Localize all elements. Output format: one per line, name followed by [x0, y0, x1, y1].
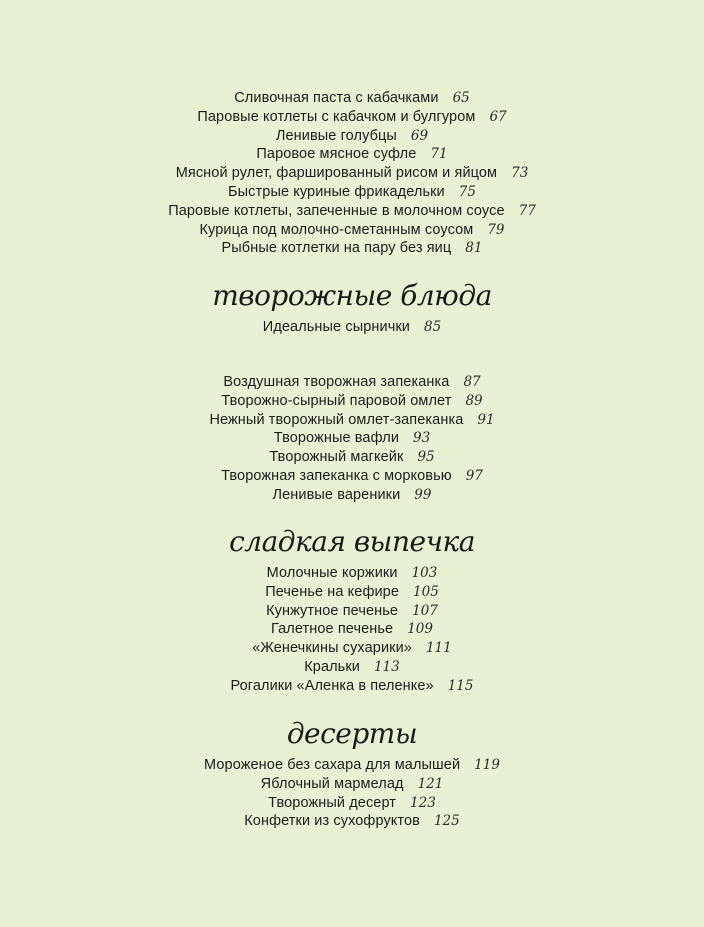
- toc-entry-page: 95: [417, 449, 435, 466]
- toc-entry: [0, 239, 704, 258]
- toc-entry: [0, 583, 704, 602]
- toc-entry-page: 119: [474, 757, 500, 773]
- section-heading-desserts: десерты: [286, 717, 418, 750]
- toc-entry: [0, 658, 704, 677]
- toc-group-sweet-pastries: [0, 564, 704, 696]
- toc-entry-title: Творожный магкейк: [269, 449, 404, 466]
- toc-entry: [0, 677, 704, 696]
- toc-entry: [0, 639, 704, 658]
- toc-entry: [0, 620, 704, 639]
- toc-entry-title: Мясной рулет, фаршированный рисом и яйцом: [175, 165, 498, 182]
- toc-group-curd-dishes: [0, 318, 704, 337]
- toc-entry-title: Творожно-сырный паровой омлет: [221, 392, 452, 409]
- toc-entry-title: Быстрые куриные фрикадельки: [228, 183, 445, 200]
- toc-entry-title: Паровое мясное суфле: [256, 146, 417, 163]
- toc-entry-page: 71: [430, 146, 448, 163]
- toc-entry-page: 67: [489, 108, 507, 125]
- toc-entry-page: 107: [412, 602, 438, 619]
- section-heading-curd-dishes: творожные блюда: [212, 279, 492, 312]
- toc-entry-page: 85: [424, 319, 442, 335]
- toc-entry: [0, 486, 704, 505]
- toc-entry-page: 73: [511, 165, 529, 182]
- toc-entry: [0, 164, 704, 183]
- toc-entry: [0, 775, 704, 794]
- toc-entry: [0, 127, 704, 146]
- toc-entry-page: 75: [458, 183, 476, 200]
- toc-group-curd-dishes-continued: [0, 373, 704, 505]
- toc-entry-page: 125: [433, 813, 460, 830]
- toc-entry-page: 105: [413, 583, 439, 600]
- toc-entry-title: «Женечкины сухарики»: [252, 640, 412, 657]
- toc-entry-title: Творожный десерт: [268, 794, 397, 811]
- toc-entry-page: 77: [518, 202, 536, 219]
- toc-entry: [0, 448, 704, 467]
- toc-entry-page: 69: [410, 127, 429, 144]
- toc-entry: [0, 89, 704, 108]
- toc-entry-page: 113: [373, 658, 400, 675]
- toc-entry: [0, 221, 704, 240]
- toc-entry: [0, 564, 704, 583]
- toc-entry-title: Конфетки из сухофруктов: [244, 813, 420, 830]
- toc-entry-title: Рогалики «Аленка в пеленке»: [230, 677, 434, 694]
- toc-entry-title: Молочные коржики: [266, 565, 398, 581]
- toc-entry-page: 99: [414, 486, 432, 503]
- toc-entry: [0, 145, 704, 164]
- toc-entry: [0, 794, 704, 813]
- toc-group-main-dishes: [0, 89, 704, 258]
- toc-entry: [0, 202, 704, 221]
- toc-entry-title: Рыбные котлетки на пару без яиц: [221, 240, 452, 257]
- toc-entry-title: Идеальные сырнички: [262, 319, 410, 335]
- toc-entry-title: Ленивые вареники: [272, 486, 401, 503]
- toc-entry-title: Нежный творожный омлет-запеканка: [209, 411, 464, 428]
- toc-entry-title: Кунжутное печенье: [266, 602, 399, 619]
- toc-entry: [0, 429, 704, 448]
- toc-entry-title: Курица под молочно-сметанным соусом: [199, 221, 474, 238]
- toc-entry-page: 97: [465, 467, 483, 484]
- section-heading-sweet-pastries: сладкая выпечка: [229, 525, 475, 558]
- toc-entry-title: Воздушная творожная запеканка: [223, 374, 450, 390]
- toc-entry: [0, 411, 704, 430]
- toc-entry: [0, 318, 704, 337]
- toc-entry: [0, 392, 704, 411]
- toc-entry: [0, 602, 704, 621]
- toc-entry-page: 91: [477, 411, 495, 428]
- toc-group-desserts: [0, 756, 704, 831]
- toc-entry-title: Печенье на кефире: [265, 583, 400, 600]
- toc-entry-page: 87: [463, 374, 481, 390]
- toc-entry-title: Яблочный мармелад: [260, 775, 404, 792]
- toc-entry-title: Сливочная паста с кабачками: [234, 90, 439, 106]
- toc-entry-title: Галетное печенье: [270, 621, 394, 638]
- toc-entry-page: 93: [413, 430, 431, 447]
- toc-entry-title: Паровые котлеты с кабачком и булгуром: [197, 108, 476, 125]
- toc-entry-title: Ленивые голубцы: [275, 127, 397, 144]
- toc-entry-page: 79: [487, 221, 505, 238]
- toc-entry-title: Паровые котлеты, запеченные в молочном соусе: [168, 202, 505, 219]
- toc-entry-page: 109: [407, 621, 433, 638]
- toc-entry-page: 65: [452, 90, 470, 106]
- toc-entry-page: 111: [425, 640, 452, 657]
- toc-entry-page: 121: [417, 775, 444, 792]
- toc-entry-page: 123: [410, 794, 436, 811]
- toc-entry: [0, 108, 704, 127]
- toc-entry-page: 89: [465, 392, 483, 409]
- toc-entry-title: Творожные вафли: [273, 430, 400, 447]
- toc-entry-page: 81: [465, 240, 483, 257]
- toc-entry: [0, 183, 704, 202]
- toc-entry-page: 103: [411, 565, 438, 581]
- toc-entry-title: Творожная запеканка с морковью: [221, 467, 452, 484]
- toc-entry: [0, 812, 704, 831]
- toc-entry: [0, 756, 704, 775]
- toc-entry-title: Мороженое без сахара для малышей: [204, 757, 461, 773]
- toc-entry-page: 115: [447, 677, 474, 694]
- toc-entry: [0, 373, 704, 392]
- toc-entry-title: Кральки: [304, 658, 360, 675]
- toc-entry: [0, 467, 704, 486]
